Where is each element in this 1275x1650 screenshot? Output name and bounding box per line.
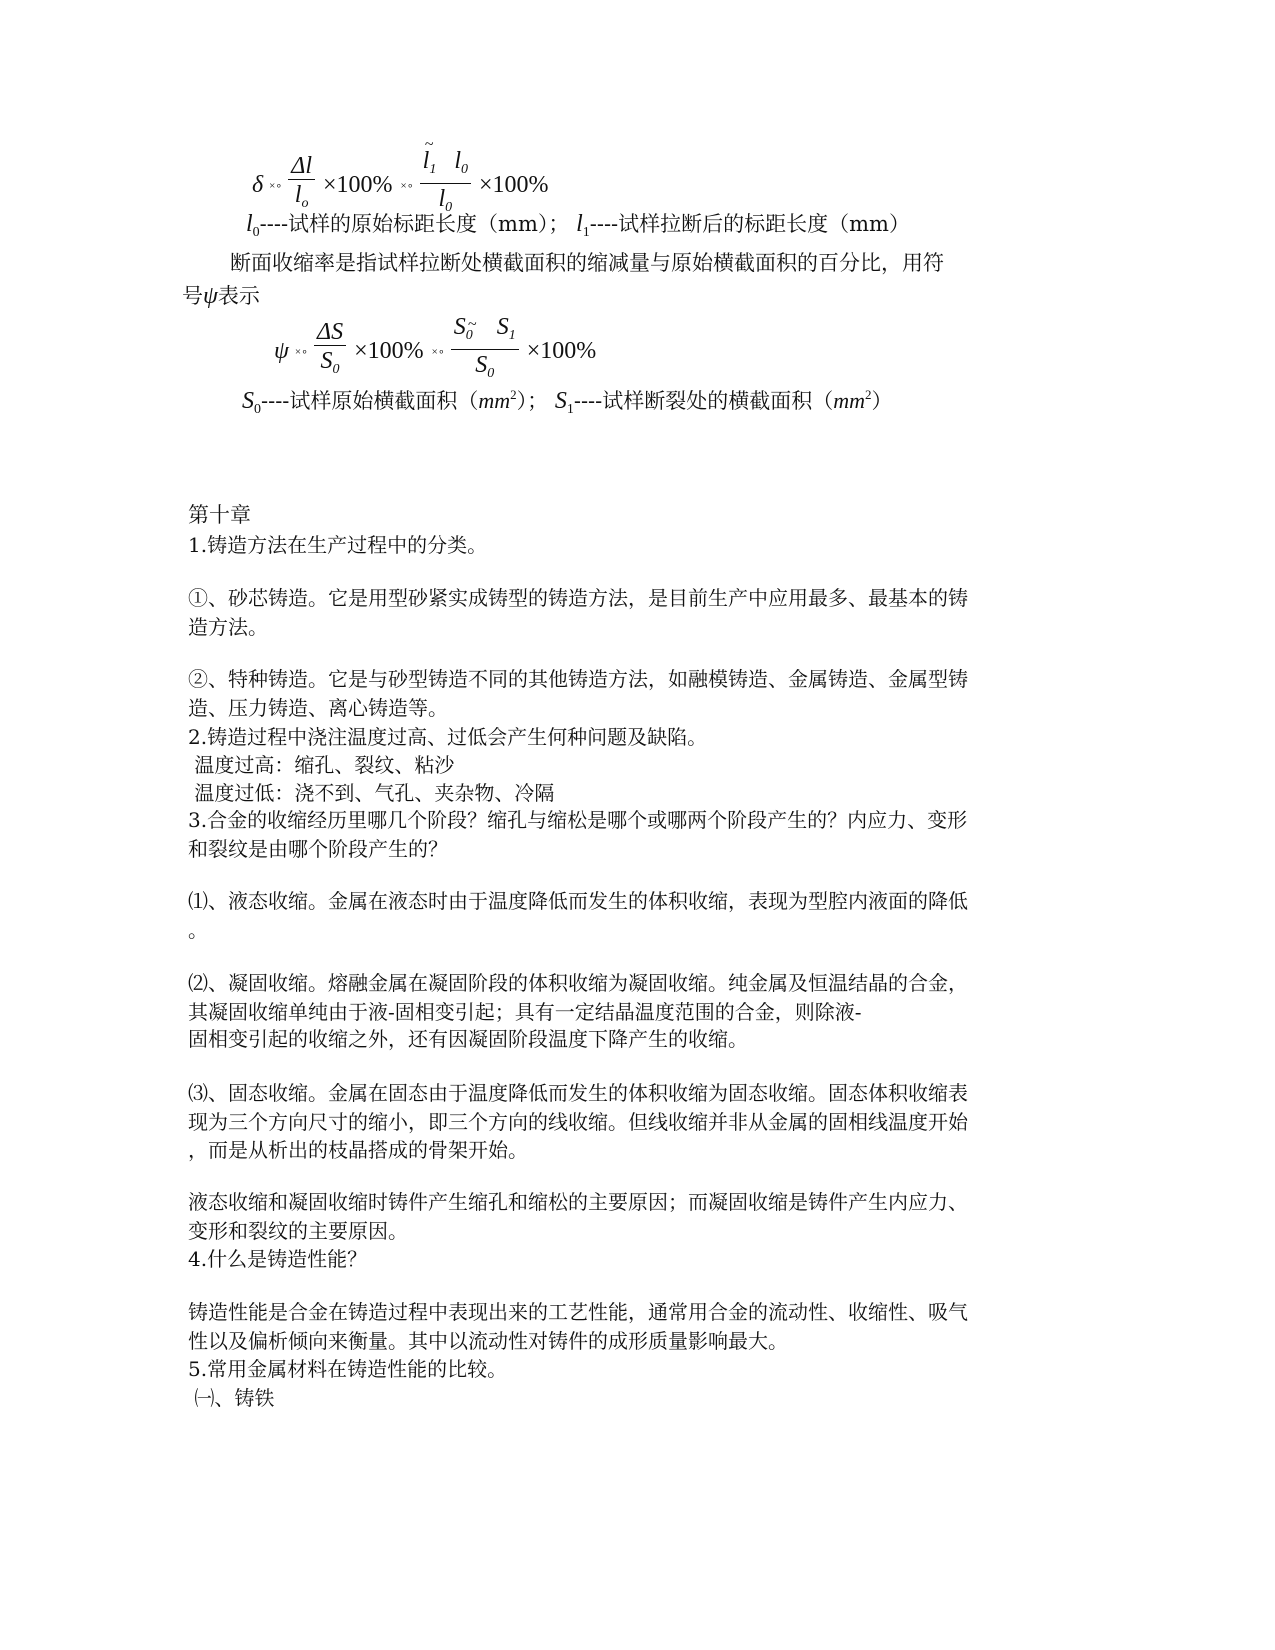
psi-paragraph-text: 号 [182,284,203,308]
answer-line: 变形和裂纹的主要原因。 [188,1219,408,1243]
question-3: 3.合金的收缩经历里哪几个阶段？缩孔与缩松是哪个或哪两个阶段产生的？内应力、变形 [188,808,968,832]
l0-symbol: l [246,211,253,237]
s1-definition: ----试样断裂处的横截面积（ [573,389,834,413]
answer-line: ，而是从析出的枝晶搭成的骨架开始。 [188,1138,528,1162]
den-subscript: o [301,195,309,211]
psi-symbol: ψ [203,283,218,309]
s0-subscript: ~ $_0$ [466,328,473,343]
s1-subscript: 1 [566,402,574,417]
s1-definition-end: ） [871,389,893,413]
fraction-numerator: Δl [288,153,315,180]
l0-subscript: 0 [252,225,260,240]
answer-line: 温度过低：浇不到、气孔、夹杂物、冷隔 [188,781,555,805]
fraction-delta-s [314,319,346,385]
l1-definition: ----试样拉断后的标距长度（mm） [589,212,910,236]
formula-dots: ×∘ [294,346,308,358]
psi-paragraph-line-1: 断面收缩率是指试样拉断处横截面积的缩减量与原始横截面积的百分比，用符 [230,251,944,275]
den-subscript: 0 [487,366,495,381]
l1-subscript: 1 [429,162,437,177]
l0-definition: ----试样的原始标距长度（mm）； [259,212,570,236]
den-symbol: S [320,347,333,374]
s0-symbol: S [242,388,254,414]
l1-subscript: 1 [582,225,590,240]
den-symbol: l [438,186,446,212]
reduction-area-formula [274,314,598,389]
fraction-numerator: ΔS [314,319,346,346]
s0-symbol: S [453,314,466,340]
answer-line: ⑴、液态收缩。金属在液态时由于温度降低而发生的体积收缩，表现为型腔内液面的降低 [188,889,968,913]
s0-subscript: 0 [254,402,261,417]
unit-exponent: 2 [510,387,517,402]
s1-symbol: S [496,314,509,340]
den-subscript: 0 [445,200,453,215]
unit-mm: mm [478,388,511,413]
psi-paragraph-text: 表示 [217,284,260,308]
answer-line: 造、压力铸造、离心铸造等。 [188,696,448,720]
delta-symbol: δ [252,172,264,198]
fraction-s0-s1 [451,314,519,389]
answer-line: 造方法。 [188,615,268,639]
den-subscript: 0 [332,361,340,377]
unit-exponent: 2 [865,387,872,402]
answer-line: 铸造性能是合金在铸造过程中表现出来的工艺性能，通常用合金的流动性、收缩性、吸气 [188,1300,968,1324]
l0-symbol: l [454,148,461,174]
times-percent: ×100% [323,172,393,198]
fraction-numerator [451,314,519,350]
question-2: 2.铸造过程中浇注温度过高、过低会产生何种问题及缺陷。 [188,725,708,749]
formula-dots: ×∘ [400,180,414,192]
times-percent: ×100% [526,338,597,364]
answer-line: ⑶、固态收缩。金属在固态由于温度降低而发生的体积收缩为固态收缩。固态体积收缩表 [188,1081,968,1105]
l0-subscript: 0 [460,162,468,177]
s0-definition: ----试样原始横截面积（ [261,389,479,413]
question-1: 1.铸造方法在生产过程中的分类。 [188,533,488,557]
question-5: 5.常用金属材料在铸造性能的比较。 [188,1357,508,1381]
answer-line: ⑵、凝固收缩。熔融金属在凝固阶段的体积收缩为凝固收缩。纯金属及恒温结晶的合金， [188,971,968,995]
answer-line: 其凝固收缩单纯由于液-固相变引起；具有一定结晶温度范围的合金，则除液- [188,1000,862,1024]
s0-definition-end: ）； [516,389,549,413]
chapter-heading: 第十章 [188,503,251,527]
answer-line: ㈠、铸铁 [188,1386,275,1410]
question-3-cont: 和裂纹是由哪个阶段产生的？ [188,837,448,861]
answer-line: 温度过高：缩孔、裂纹、粘沙 [188,753,455,777]
answer-line: ①、砂芯铸造。它是用型砂紧实成铸型的铸造方法，是目前生产中应用最多、最基本的铸 [188,586,968,610]
question-4: 4.什么是铸造性能？ [188,1247,368,1271]
definition-l0-l1 [246,209,1146,248]
answer-line: ②、特种铸造。它是与砂型铸造不同的其他铸造方法，如融模铸造、金属铸造、金属型铸 [188,667,968,691]
answer-line: 固相变引起的收缩之外，还有因凝固阶段温度下降产生的收缩。 [188,1027,748,1051]
den-symbol: S [475,352,488,378]
fraction-denominator [314,346,346,385]
answer-line: 。 [188,918,208,942]
answer-line: 液态收缩和凝固收缩时铸件产生缩孔和缩松的主要原因；而凝固收缩是铸件产生内应力、 [188,1190,968,1214]
formula-dots: ×∘ [269,180,283,192]
unit-mm: mm [833,388,866,413]
l1-symbol: l [576,211,583,237]
definition-s0-s1 [242,380,1142,425]
l1-symbol: ~ l [423,148,430,174]
answer-line: 现为三个方向尺寸的缩小，即三个方向的线收缩。但线收缩并非从金属的固相线温度开始 [188,1110,968,1134]
s1-subscript: 1 [508,328,516,343]
psi-symbol: ψ [274,338,289,364]
times-percent: ×100% [354,338,424,364]
psi-paragraph-line-2 [182,281,1082,311]
s1-symbol: S [554,388,567,414]
formula-dots: ×∘ [431,346,445,358]
times-percent: ×100% [478,172,549,198]
den-symbol: l [294,181,302,208]
fraction-numerator [420,148,471,184]
answer-line: 性以及偏析倾向来衡量。其中以流动性对铸件的成形质量影响最大。 [188,1329,788,1353]
